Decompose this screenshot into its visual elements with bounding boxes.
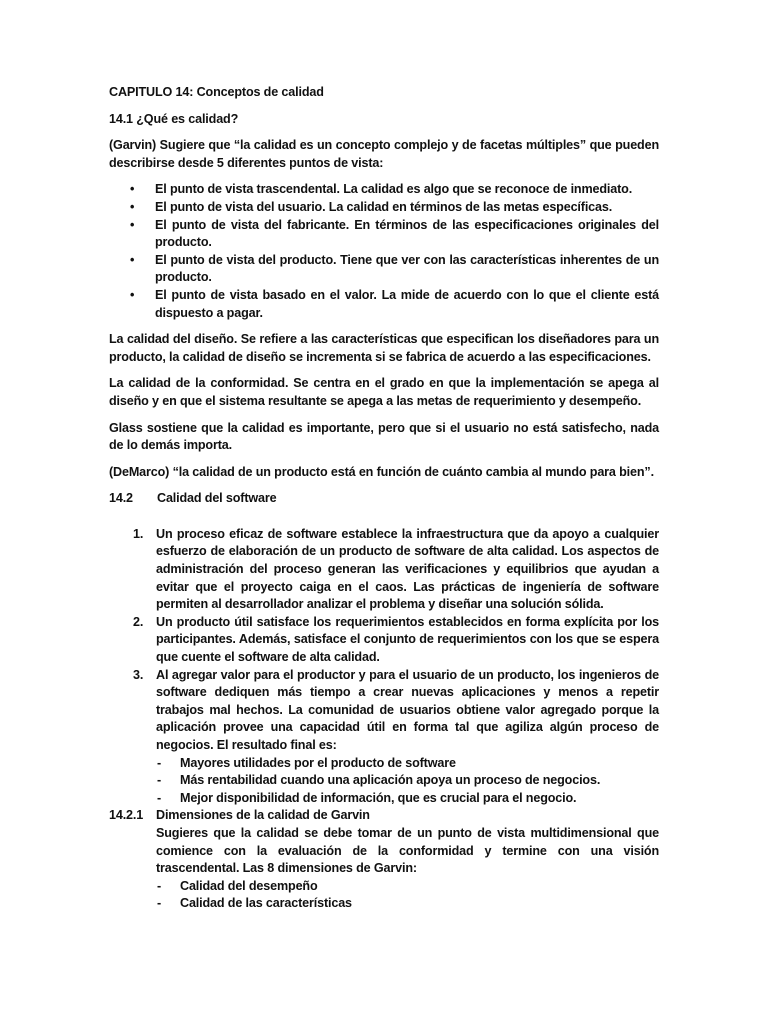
list-item	[130, 252, 659, 287]
list-item	[130, 217, 659, 252]
dash-icon: -	[157, 773, 162, 788]
list-item-text: Un proceso eficaz de software establece la infraestructura que da apoyo a cualquier esfuerzo de elaboración de un producto de software de alta calidad. Los aspectos de administración del proceso generan las verificaciones y equilibrios que ayudan a evitar que el proyecto caiga en el caos. Las prácticas de ingeniería de software permiten al desarrollador analizar el problema y diseñar una solución sólida.	[156, 526, 659, 612]
list-item	[130, 181, 659, 199]
paragraph-calidad-conformidad: La calidad de la conformidad. Se centra en el grado en que la implementación se apega al diseño y en que el sistema resultante se apega a las metas de requerimiento y desempeño.	[109, 376, 659, 408]
list-item	[157, 895, 659, 913]
list-item-text: El punto de vista del usuario. La calidad en términos de las metas específicas.	[155, 199, 613, 214]
list-item	[133, 667, 659, 808]
list-item-text: Calidad del desempeño	[180, 878, 318, 893]
item-number: 2.	[133, 614, 144, 629]
paragraph-glass: Glass sostiene que la calidad es importante, pero que si el usuario no está satisfecho, nada de lo demás importa.	[109, 420, 659, 453]
results-list	[156, 755, 659, 808]
bullet-icon: •	[130, 287, 135, 302]
dimensions-list	[109, 878, 659, 913]
list-item-text: Calidad de las características	[180, 896, 352, 911]
list-item-text: El punto de vista del producto. Tiene que ver con las características inherentes de un producto.	[155, 252, 659, 285]
dash-icon: -	[157, 878, 162, 893]
list-item	[157, 772, 659, 790]
garvin-dimensions-intro: Sugieres que la calidad se debe tomar de un punto de vista multidimensional que comience con la evaluación de la conformidad y termine con una visión trascendental. Las 8 dimensiones de Garvin:	[156, 825, 659, 876]
garvin-intro: (Garvin) Sugiere que “la calidad es un concepto complejo y de facetas múltiples” que pueden describirse desde 5 diferentes puntos de vista:	[109, 138, 659, 170]
list-item	[157, 790, 659, 808]
section-14-1-heading: 14.1 ¿Qué es calidad?	[109, 111, 239, 126]
list-item	[133, 526, 659, 614]
list-item	[130, 199, 659, 217]
paragraph-calidad-diseno: La calidad del diseño. Se refiere a las características que especifican los diseñadores para un producto, la calidad de diseño se incrementa si se fabrica de acuerdo a las especificaciones.	[109, 332, 659, 364]
section-14-2-1-heading	[109, 807, 659, 825]
dash-icon: -	[157, 896, 162, 911]
item-number: 3.	[133, 667, 144, 682]
list-item	[133, 614, 659, 667]
list-item	[130, 287, 659, 322]
list-item	[157, 878, 659, 896]
list-item-text: El punto de vista del fabricante. En términos de las especificaciones originales del producto.	[155, 217, 659, 250]
list-item-text: El punto de vista basado en el valor. La mide de acuerdo con lo que el cliente está dispuesto a pagar.	[155, 287, 659, 320]
section-14-2-heading	[109, 490, 659, 508]
list-item-text: Un producto útil satisface los requerimientos establecidos en forma explícita por los participantes. Además, satisface el conjunto de requerimientos con los que se espera que cuente el software de alta calidad.	[156, 614, 659, 665]
bullet-icon: •	[130, 217, 135, 232]
dash-icon: -	[157, 790, 162, 805]
list-item-text: Mejor disponibilidad de información, que es crucial para el negocio.	[180, 790, 577, 805]
item-number: 1.	[133, 526, 144, 541]
software-quality-list	[109, 526, 659, 808]
section-number: 14.2	[109, 491, 133, 506]
list-item-text: El punto de vista trascendental. La calidad es algo que se reconoce de inmediato.	[155, 182, 633, 197]
section-number: 14.2.1	[109, 808, 144, 823]
dash-icon: -	[157, 755, 162, 770]
list-item-text: Mayores utilidades por el producto de software	[180, 755, 456, 770]
paragraph-demarco: (DeMarco) “la calidad de un producto está en función de cuánto cambia al mundo para bien”.	[109, 464, 654, 479]
bullet-icon: •	[130, 182, 135, 197]
list-item	[157, 755, 659, 773]
viewpoints-list	[109, 181, 659, 322]
list-item-text: Al agregar valor para el productor y para el usuario de un producto, los ingenieros de software dediquen más tiempo a crear nuevas aplicaciones y menos a repetir trabajos mal hechos. La comunidad de usuarios obtiene valor agregado porque la aplicación provee una capacidad útil en forma tal que agiliza algún proceso de negocios. El resultado final es:	[156, 667, 659, 752]
chapter-title: CAPITULO 14: Conceptos de calidad	[109, 85, 324, 99]
document-page	[109, 84, 659, 913]
bullet-icon: •	[130, 199, 135, 214]
section-title: Calidad del software	[157, 491, 277, 506]
list-item-text: Más rentabilidad cuando una aplicación apoya un proceso de negocios.	[180, 773, 601, 788]
bullet-icon: •	[130, 252, 135, 267]
section-title: Dimensiones de la calidad de Garvin	[156, 808, 370, 823]
